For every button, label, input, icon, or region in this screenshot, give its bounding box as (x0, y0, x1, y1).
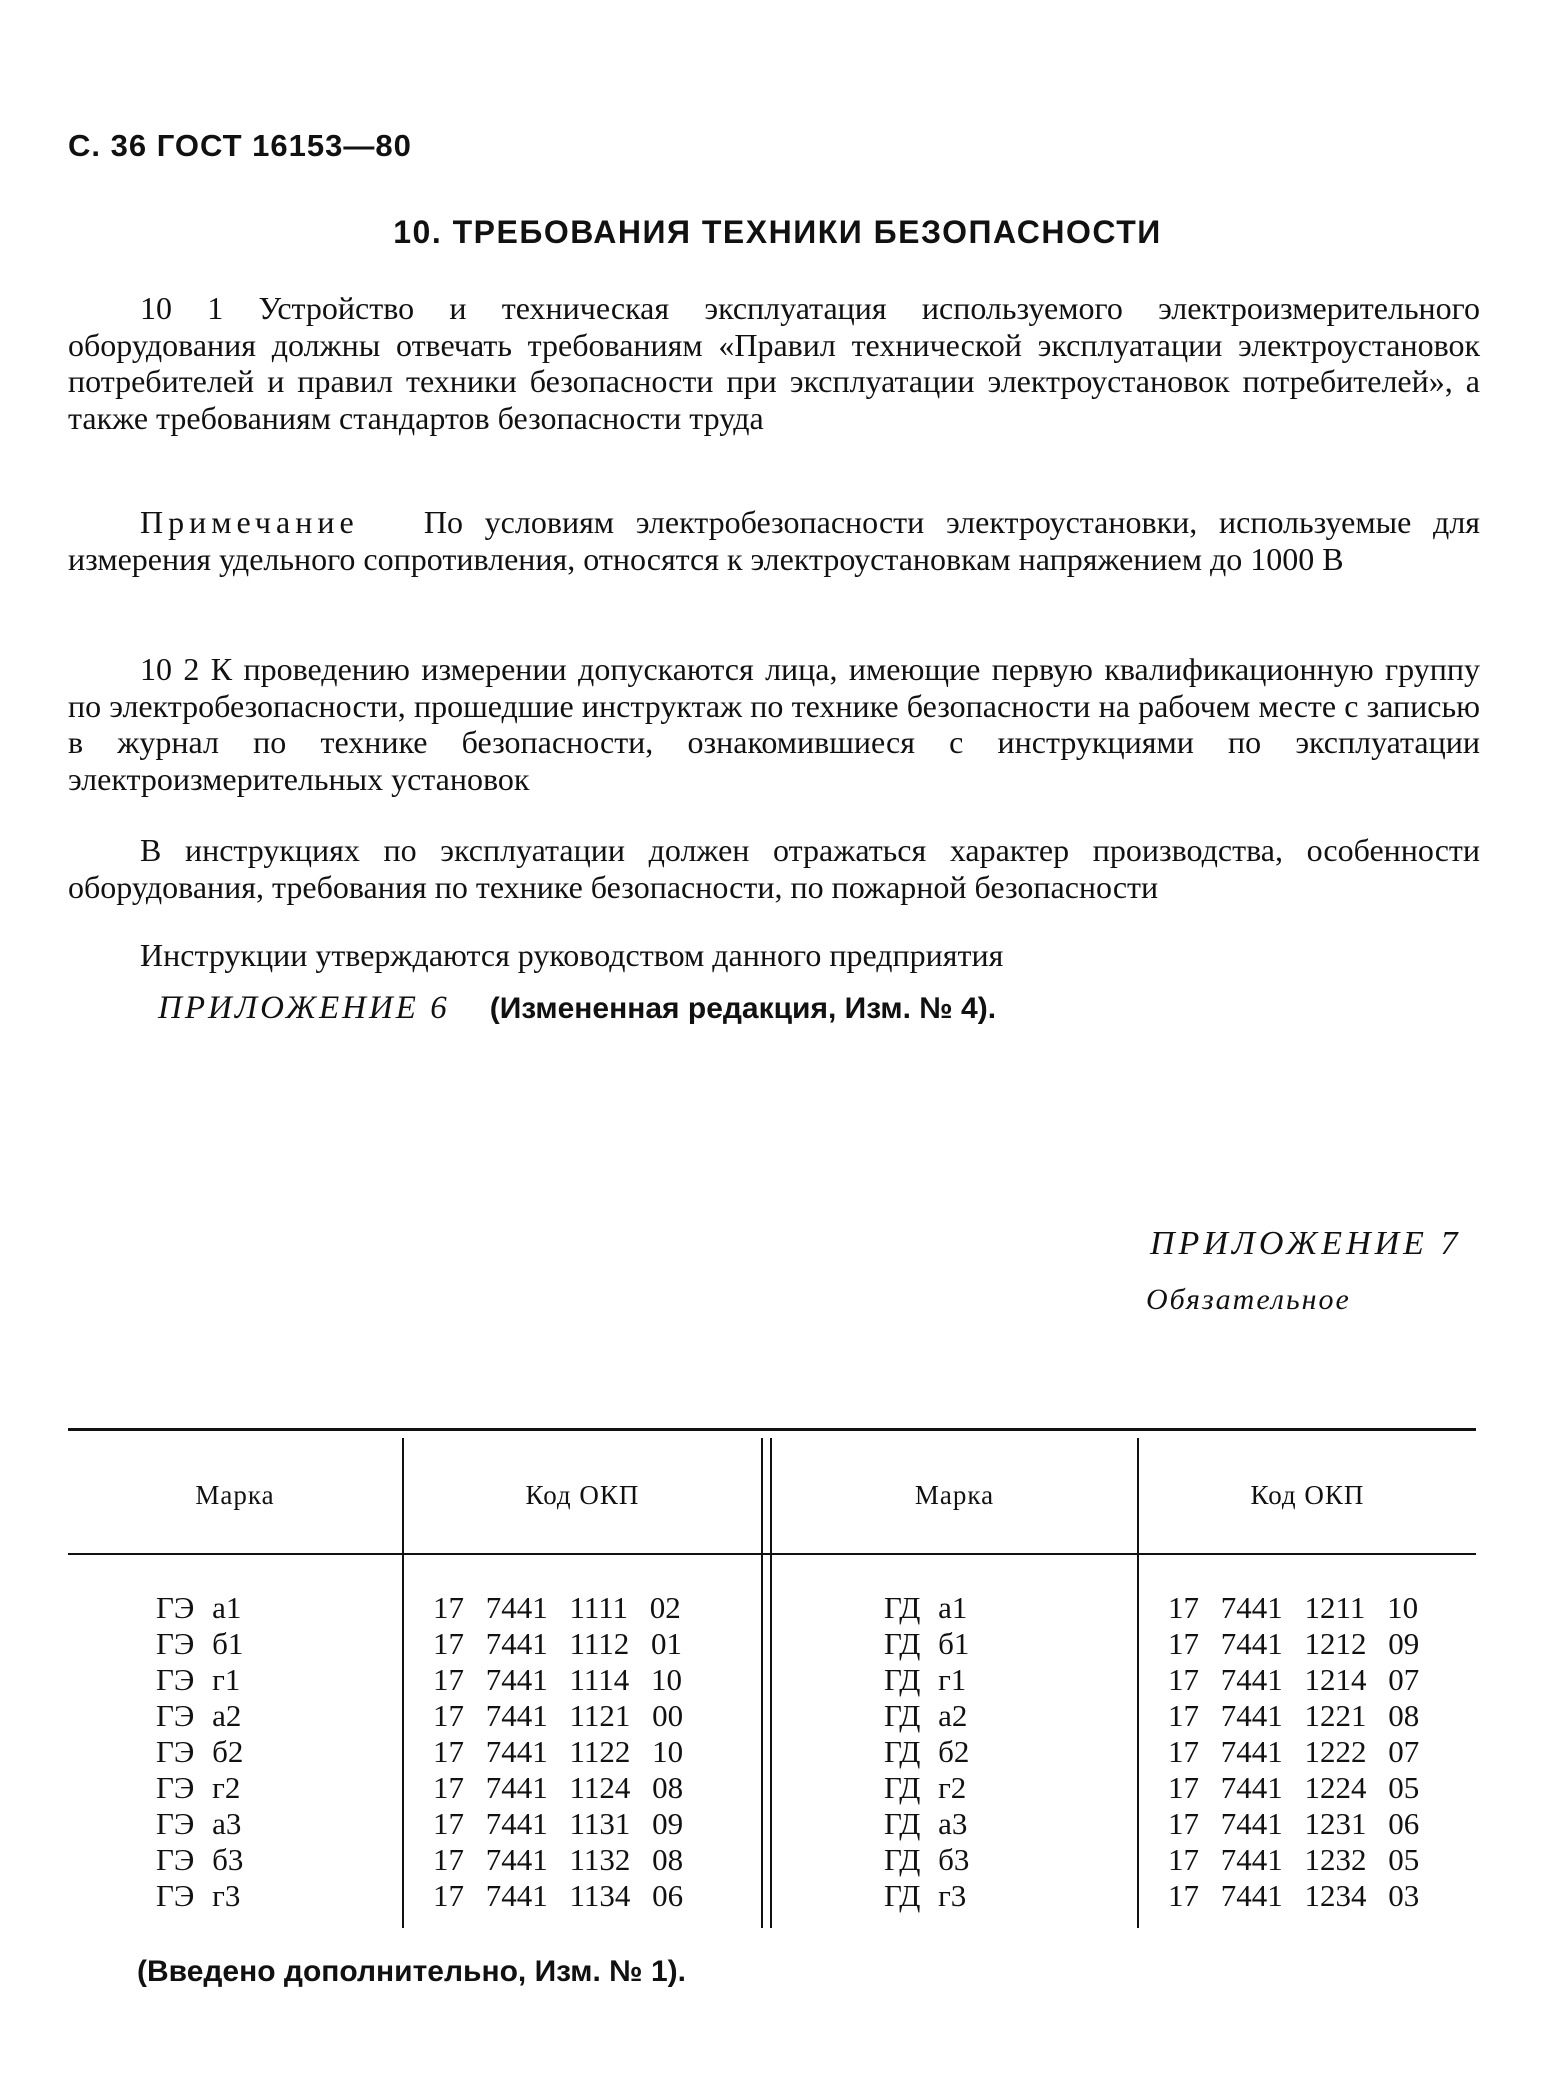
table-cell: 17 7441 1132 08 (433, 1842, 684, 1877)
table-top-rule (68, 1428, 1476, 1431)
table-cell: ГД г1 (884, 1662, 967, 1697)
table-cell: ГД б1 (884, 1626, 970, 1661)
okp-code-table (68, 1428, 1476, 1928)
appendix-7-title: ПРИЛОЖЕНИЕ 7 (1150, 1225, 1462, 1262)
section-title: 10. ТРЕБОВАНИЯ ТЕХНИКИ БЕЗОПАСНОСТИ (393, 214, 1162, 250)
table-cell: ГЭ б2 (156, 1734, 244, 1769)
table-cell: 17 7441 1222 07 (1168, 1734, 1420, 1769)
column-brand-right (884, 1590, 969, 1914)
table-column-divider (402, 1438, 404, 1928)
table-cell: 17 7441 1124 08 (433, 1770, 684, 1805)
table-cell: ГД а2 (884, 1698, 968, 1733)
note-label: Примечание (140, 504, 359, 540)
header-brand-right: Марка (914, 1480, 995, 1510)
note-paragraph (68, 504, 1480, 577)
appendix-6-label: ПРИЛОЖЕНИЕ 6 (158, 990, 450, 1026)
header-code-right: Код ОКП (1250, 1480, 1365, 1510)
table-double-divider-a (761, 1438, 763, 1928)
table-cell: 17 7441 1122 10 (433, 1734, 684, 1769)
table-cell: 17 7441 1214 07 (1168, 1662, 1420, 1697)
footer-amendment-note: (Введено дополнительно, Изм. № 1). (137, 1955, 686, 1988)
table-cell: ГД б2 (884, 1734, 970, 1769)
table-double-divider-b (770, 1438, 772, 1928)
table-cell: 17 7441 1112 01 (433, 1626, 682, 1661)
table-cell: 17 7441 1121 00 (433, 1698, 684, 1733)
table-cell: ГЭ г2 (156, 1770, 241, 1805)
table-cell: 17 7441 1221 08 (1168, 1698, 1420, 1733)
table-cell: ГЭ а1 (156, 1590, 242, 1625)
table-cell: ГД б3 (884, 1842, 970, 1877)
amendment-line (158, 990, 996, 1027)
table-cell: 17 7441 1211 10 (1168, 1590, 1419, 1625)
table-header-rule (68, 1553, 1476, 1555)
header-brand-left: Марка (195, 1480, 275, 1510)
table-cell: 17 7441 1231 06 (1168, 1806, 1420, 1841)
table-cell: ГЭ б3 (156, 1842, 244, 1877)
column-code-right (1168, 1590, 1419, 1914)
appendix-7-subtitle: Обязательное (1146, 1283, 1351, 1316)
paragraph-instructions: В инструкциях по эксплуатации должен отражаться характер производства, особенности оборудования, требования по технике безопасности, по пожарной безопасности (68, 832, 1480, 905)
table-cell: 17 7441 1212 09 (1168, 1626, 1420, 1661)
table-cell: ГД а3 (884, 1806, 968, 1841)
paragraph-10-2: 10 2 К проведению измерении допускаются лица, имеющие первую квалификационную группу по электробезопасности, прошедшие инструктаж по технике безопасности на рабочем месте с записью в журнал по технике безопасности, ознакомившиеся с инструкциями по эксплуатации электроизмерительных установок (68, 651, 1480, 797)
table-cell: ГД г2 (884, 1770, 967, 1805)
paragraph-approval: Инструкции утверждаются руководством данного предприятия (140, 937, 1004, 973)
table-cell: 17 7441 1234 03 (1168, 1878, 1420, 1913)
table-cell: ГД г3 (884, 1878, 967, 1913)
table-cell: 17 7441 1131 09 (433, 1806, 684, 1841)
table-cell: ГЭ г1 (156, 1662, 241, 1697)
table-cell: 17 7441 1224 05 (1168, 1770, 1420, 1805)
table-cell: 17 7441 1134 06 (433, 1878, 684, 1913)
paragraph-10-1: 10 1 Устройство и техническая эксплуатация используемого электроизмерительного оборудования должны отвечать требованиям «Правил технической эксплуатации электроустановок потребителей и правил техники безопасности при эксплуатации электроустановок потребителей», а также требованиям стандартов безопасности труда (68, 290, 1480, 436)
table-cell: ГЭ г3 (156, 1878, 241, 1913)
table-cell: ГЭ а3 (156, 1806, 242, 1841)
table-cell: 17 7441 1111 02 (433, 1590, 681, 1625)
column-code-left (433, 1590, 683, 1914)
table-cell: 17 7441 1232 05 (1168, 1842, 1420, 1877)
note-text: По условиям электробезопасности электроустановки, используемые для измерения удельного сопротивления, относятся к электроустановкам напряжением до 1000 В (68, 504, 1481, 577)
page-header: С. 36 ГОСТ 16153—80 (68, 128, 412, 163)
column-brand-left (156, 1590, 243, 1914)
table-cell: ГЭ а2 (156, 1698, 242, 1733)
table-cell: ГЭ б1 (156, 1626, 244, 1661)
amendment-note: (Измененная редакция, Изм. № 4). (489, 992, 997, 1025)
table-column-divider (1137, 1438, 1139, 1928)
table-cell: 17 7441 1114 10 (433, 1662, 682, 1697)
header-code-left: Код ОКП (525, 1480, 640, 1510)
table-cell: ГД а1 (884, 1590, 968, 1625)
